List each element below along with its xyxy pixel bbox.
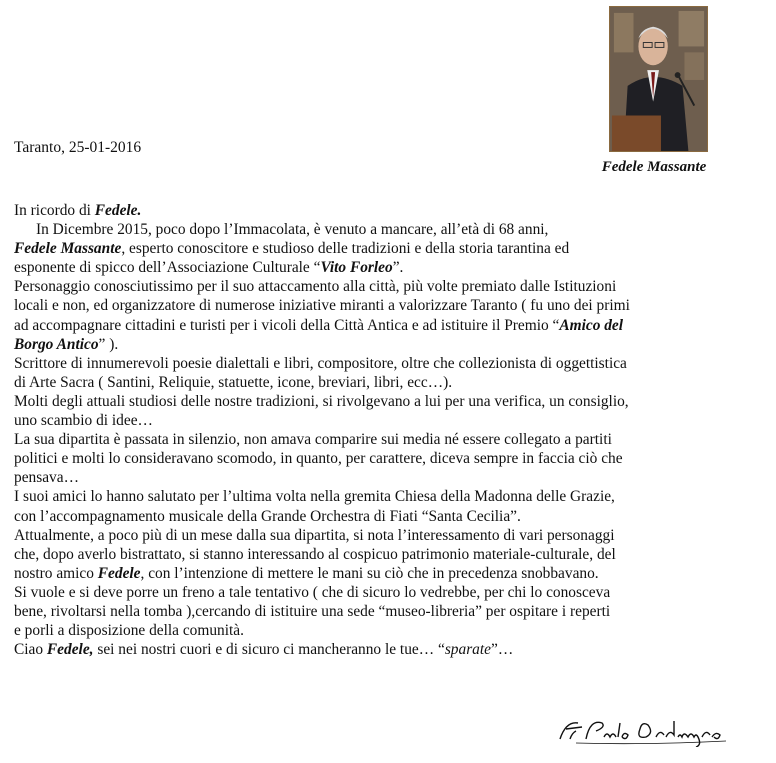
handwritten-signature: [556, 715, 736, 747]
name-emphasis: Fedele,: [46, 641, 94, 659]
letter-line: Personaggio conosciutissimo per il suo attaccamento alla città, più volte premiato dalle Istituzioni: [14, 278, 617, 296]
letter-line: ad accompagnare cittadini e turisti per i vicoli della Città Antica e ad istituire il Premio “Amico del: [14, 316, 624, 334]
letter-line: In ricordo di Fedele.: [14, 202, 142, 219]
association-name: Vito Forleo: [320, 259, 393, 277]
letter-line: Scrittore di innumerevoli poesie dialettali e libri, compositore, oltre che collezionista di oggettistica: [14, 354, 627, 372]
photo-caption: Fedele Massante: [601, 159, 707, 175]
portrait-photo: [609, 6, 708, 152]
letter-line: esponente di spicco dell’Associazione Culturale “Vito Forleo”.: [14, 259, 404, 277]
letter-line: bene, rivoltarsi nella tomba ),cercando di istituire una sede “museo-libreria” per ospitare i reperti: [14, 602, 611, 620]
letter-line: che, dopo averlo bistrattato, si stanno interessando al cospicuo patrimonio materiale-culturale, del: [14, 545, 616, 563]
name-emphasis: Fedele: [97, 564, 141, 582]
letter-line: Molti degli attuali studiosi delle nostre tradizioni, si rivolgevano a lui per una verifica, un consiglio,: [14, 392, 629, 410]
letter-line: uno scambio di idee…: [14, 412, 153, 430]
letter-line: Borgo Antico” ).: [14, 335, 119, 353]
award-name: Borgo Antico: [14, 335, 99, 353]
letter-body: [14, 201, 766, 659]
letter-line: locali e non, ed organizzatore di numerose iniziative miranti a valorizzare Taranto ( fu uno dei primi: [14, 297, 630, 315]
award-name: Amico del: [559, 316, 624, 334]
letter-line: Attualmente, a poco più di un mese dalla sua dipartita, si nota l’interessamento di vari personaggi: [14, 526, 615, 544]
letter-line: La sua dipartita è passata in silenzio, non amava comparire sui media né essere collegato a partiti: [14, 431, 612, 449]
letter-line: pensava…: [14, 469, 79, 487]
name-emphasis: Fedele Massante: [14, 240, 122, 258]
letter-line: di Arte Sacra ( Santini, Reliquie, statuette, icone, breviari, libri, ecc…).: [14, 373, 453, 391]
letter-line: Fedele Massante, esperto conoscitore e studioso delle tradizioni e della storia tarantina ed: [14, 240, 570, 258]
name-emphasis: Fedele.: [94, 202, 142, 219]
letter-line: e porli a disposizione della comunità.: [14, 622, 244, 640]
letter-line: nostro amico Fedele, con l’intenzione di mettere le mani su ciò che in precedenza snobbavano.: [14, 564, 599, 582]
quoted-word: sparate: [444, 641, 491, 659]
letter-line: I suoi amici lo hanno salutato per l’ultima volta nella gremita Chiesa della Madonna delle Grazie,: [14, 488, 615, 506]
letter-line: In Dicembre 2015, poco dopo l’Immacolata, è venuto a mancare, all’età di 68 anni,: [36, 221, 549, 239]
letter-date: Taranto, 25-01-2016: [14, 139, 142, 156]
letter-line: con l’accompagnamento musicale della Grande Orchestra di Fiati “Santa Cecilia”.: [14, 507, 521, 525]
letter-line: Si vuole e si deve porre un freno a tale tentativo ( che di sicuro lo vedrebbe, per chi lo conosceva: [14, 583, 611, 601]
letter-line: politici e molti lo consideravano scomodo, in quanto, per carattere, diceva sempre in faccia ciò che: [14, 450, 623, 468]
letter-line: Ciao Fedele, sei nei nostri cuori e di sicuro ci mancheranno le tue… “sparate”…: [14, 641, 514, 659]
